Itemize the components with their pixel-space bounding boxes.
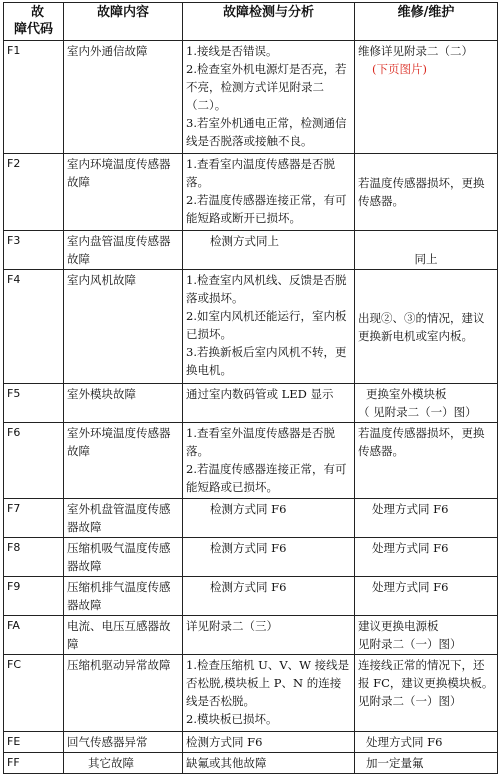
fault-analysis xyxy=(183,231,355,270)
table-row xyxy=(4,499,498,538)
analysis-step: 2.检查室外机电源灯是否亮，若不亮，检测方式详见附录二（二）。 xyxy=(186,62,347,112)
fault-analysis xyxy=(183,270,355,384)
fault-analysis xyxy=(183,423,355,499)
header-code-line1: 故 xyxy=(30,5,44,20)
analysis-step: 通过室内数码管或 LED 显示 xyxy=(186,387,334,401)
analysis-step: 缺氟或其他故障 xyxy=(186,756,267,770)
repair-text: 连接线正常的情况下，还报 FC，建议更换模块板。 xyxy=(358,658,494,690)
fault-code: F8 xyxy=(4,538,64,577)
fault-repair xyxy=(355,423,498,499)
fault-repair xyxy=(355,270,498,384)
analysis-step: 详见附录二（三） xyxy=(186,619,278,633)
analysis-step: 检测方式同 F6 xyxy=(210,541,287,555)
fault-analysis xyxy=(183,538,355,577)
analysis-step: 检测方式同 F6 xyxy=(210,502,287,516)
fault-analysis xyxy=(183,154,355,231)
repair-text: 若温度传感器损坏，更换传感器。 xyxy=(358,426,485,458)
fault-content: 回气传感器异常 xyxy=(64,732,183,753)
repair-text: 出现②、③的情况，建议更换新电机或室内板。 xyxy=(358,310,485,343)
fault-repair xyxy=(355,655,498,732)
header-repair: 维修/维护 xyxy=(355,3,498,41)
repair-text: 建议更换电源板 xyxy=(358,619,439,633)
analysis-step: 2.模块板已损坏。 xyxy=(186,712,278,726)
repair-text: 若温度传感器损坏，更换传感器。 xyxy=(358,176,485,208)
fault-repair xyxy=(355,732,498,753)
fault-repair xyxy=(355,753,498,774)
table-row xyxy=(4,270,498,384)
fault-content: 其它故障 xyxy=(64,753,183,774)
table-row xyxy=(4,577,498,616)
fault-content: 室内环境温度传感器故障 xyxy=(64,154,183,231)
analysis-step: 3.若换新板后室内风机不转，更换电机。 xyxy=(186,345,347,377)
repair-note: 见附录二（一）图） xyxy=(358,637,462,651)
repair-text: 处理方式同 F6 xyxy=(372,580,449,594)
fault-repair xyxy=(355,154,498,231)
fault-repair xyxy=(355,499,498,538)
fault-analysis xyxy=(183,499,355,538)
fault-analysis xyxy=(183,384,355,423)
repair-text: 处理方式同 F6 xyxy=(366,735,443,749)
fault-code: F5 xyxy=(4,384,64,423)
repair-text: 加一定量氟 xyxy=(366,756,424,770)
fault-code: FC xyxy=(4,655,64,732)
fault-repair xyxy=(355,384,498,423)
fault-analysis xyxy=(183,616,355,655)
analysis-step: 检测方式同上 xyxy=(210,234,279,248)
fault-content: 室外环境温度传感器故障 xyxy=(64,423,183,499)
fault-analysis xyxy=(183,655,355,732)
fault-repair xyxy=(355,616,498,655)
analysis-step: 1.查看室内温度传感器是否脱落。 xyxy=(186,157,335,189)
fault-analysis xyxy=(183,753,355,774)
fault-code: FE xyxy=(4,732,64,753)
table-row xyxy=(4,154,498,231)
fault-content: 压缩机排气温度传感器故障 xyxy=(64,577,183,616)
table-row xyxy=(4,753,498,774)
repair-note-link[interactable]: (下页图片) xyxy=(372,62,427,76)
header-fault-content: 故障内容 xyxy=(64,3,183,41)
fault-analysis xyxy=(183,577,355,616)
repair-note: （ 见附录二（一）图） xyxy=(358,405,477,419)
repair-text: 处理方式同 F6 xyxy=(372,502,449,516)
repair-text: 处理方式同 F6 xyxy=(372,541,449,555)
header-fault-code xyxy=(4,3,64,41)
table-row xyxy=(4,655,498,732)
fault-repair xyxy=(355,41,498,154)
fault-code: F7 xyxy=(4,499,64,538)
header-code-line2: 障代码 xyxy=(13,22,53,37)
fault-content: 电流、电压互感器故障 xyxy=(64,616,183,655)
analysis-step: 1.检查室内风机线、反馈是否脱落或损坏。 xyxy=(186,273,347,305)
fault-content: 压缩机吸气温度传感器故障 xyxy=(64,538,183,577)
fault-code: F1 xyxy=(4,41,64,154)
fault-content: 室内外通信故障 xyxy=(64,41,183,154)
repair-note: 见附录二（一）图） xyxy=(358,694,462,708)
fault-repair xyxy=(355,231,498,270)
analysis-step: 1.接线是否错误。 xyxy=(186,44,278,58)
fault-code: F4 xyxy=(4,270,64,384)
fault-code: F3 xyxy=(4,231,64,270)
fault-content: 压缩机驱动异常故障 xyxy=(64,655,183,732)
fault-analysis xyxy=(183,41,355,154)
fault-content: 室外模块故障 xyxy=(64,384,183,423)
table-row xyxy=(4,231,498,270)
analysis-step: 1.检查压缩机 U、V、W 接线是否松脱,模块板上 P、N 的连接线是否松脱。 xyxy=(186,658,350,708)
fault-code: FF xyxy=(4,753,64,774)
analysis-step: 检测方式同 F6 xyxy=(186,735,263,749)
fault-code-table xyxy=(3,2,498,774)
repair-text: 维修详见附录二（二） xyxy=(358,44,473,58)
fault-code: FA xyxy=(4,616,64,655)
table-row xyxy=(4,423,498,499)
analysis-step: 1.查看室外温度传感器是否脱落。 xyxy=(186,426,335,458)
fault-repair xyxy=(355,577,498,616)
table-row xyxy=(4,41,498,154)
table-header-row xyxy=(4,3,498,41)
analysis-step: 2.若温度传感器连接正常，有可能短路或已损坏。 xyxy=(186,462,347,494)
fault-code: F6 xyxy=(4,423,64,499)
fault-code: F2 xyxy=(4,154,64,231)
analysis-step: 检测方式同 F6 xyxy=(210,580,287,594)
repair-text: 更换室外模块板 xyxy=(366,387,447,401)
fault-analysis xyxy=(183,732,355,753)
table-row xyxy=(4,538,498,577)
fault-content: 室外机盘管温度传感器故障 xyxy=(64,499,183,538)
fault-code: F9 xyxy=(4,577,64,616)
analysis-step: 3.若室外机通电正常，检测通信线是否脱落或接触不良。 xyxy=(186,116,347,148)
table-row xyxy=(4,384,498,423)
analysis-step: 2.若温度传感器连接正常，有可能短路或断开已损坏。 xyxy=(186,193,347,225)
header-detection-analysis: 故障检测与分析 xyxy=(183,3,355,41)
repair-text: 同上 xyxy=(414,252,438,266)
fault-repair xyxy=(355,538,498,577)
table-row xyxy=(4,616,498,655)
fault-content: 室内风机故障 xyxy=(64,270,183,384)
table-row xyxy=(4,732,498,753)
fault-content: 室内盘管温度传感器故障 xyxy=(64,231,183,270)
analysis-step: 2.如室内风机还能运行，室内板已损坏。 xyxy=(186,309,347,341)
